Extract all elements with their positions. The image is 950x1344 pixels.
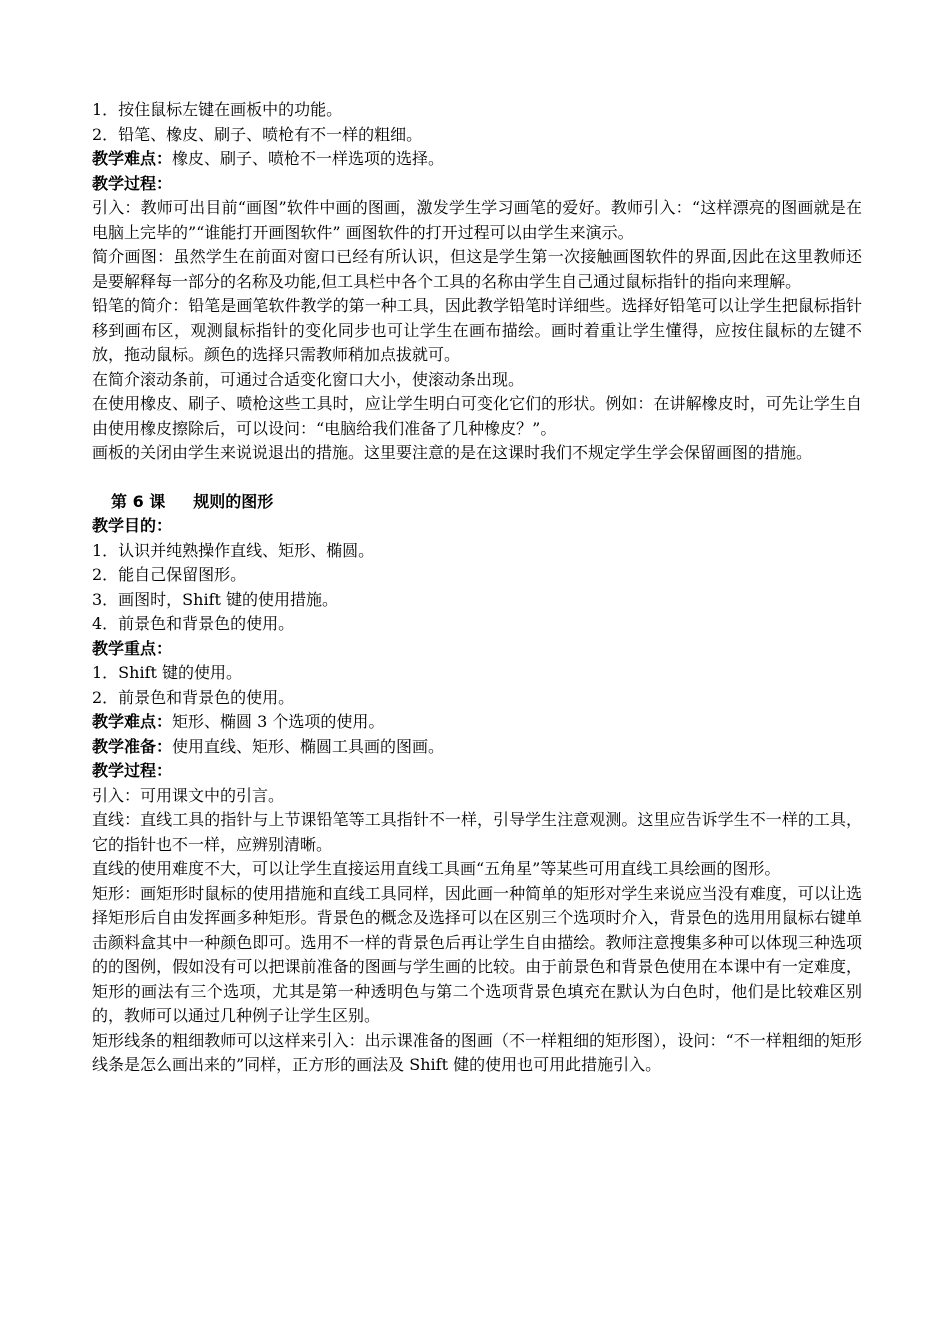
difficulty-label: 教学难点： (92, 712, 173, 731)
document-page (92, 98, 862, 1078)
section-spacer (92, 466, 862, 490)
goal-item: 2．能自己保留图形。 (92, 565, 247, 584)
body-paragraph: 在简介滚动条前，可通过合适变化窗口大小，使滚动条出现。 (92, 369, 525, 389)
body-paragraph: 画板的关闭由学生来说说退出的措施。这里要注意的是在这课时我们不规定学生学会保留画图的措施。 (92, 443, 813, 462)
process-heading: 教学过程： (92, 173, 173, 193)
process-heading: 教学过程： (92, 761, 173, 780)
body-paragraph: 在使用橡皮、刷子、喷枪这些工具时，应让学生明白可变化它们的形状。例如：在讲解橡皮时，可先让学生自由使用橡皮擦除后，可以设问：“电脑给我们准备了几种橡皮？”。 (92, 394, 862, 438)
body-paragraph: 直线：直线工具的指针与上节课铅笔等工具指针不一样，引导学生注意观测。这里应告诉学生不一样的工具，它的指针也不一样，应辨别清晰。 (92, 810, 862, 854)
goal-item: 3．画图时，Shift 键的使用措施。 (92, 589, 339, 609)
difficulty-label: 教学难点： (92, 149, 173, 168)
lesson-title: 规则的图形 (193, 491, 274, 511)
body-paragraph: 铅笔的简介：铅笔是画笔软件教学的第一种工具，因此教学铅笔时详细些。选择好铅笔可以让学生把鼠标指针移到画布区，观测鼠标指针的变化同步也可让学生在画布描绘。画时着重让学生懂得，应按住鼠标的左键不放，拖动鼠标。颜色的选择只需教师稍加点拔就可。 (92, 296, 862, 364)
lesson-heading (92, 490, 862, 515)
difficulty-line (92, 710, 862, 735)
difficulty-line (92, 147, 862, 172)
objective-item: 2．铅笔、橡皮、刷子、喷枪有不一样的粗细。 (92, 124, 423, 144)
objective-item: 1．按住鼠标左键在画板中的功能。 (92, 100, 343, 119)
key-point-item: 2．前景色和背景色的使用。 (92, 687, 295, 707)
difficulty-text: 矩形、椭圆 3 个选项的使用。 (172, 712, 385, 731)
preparation-label: 教学准备： (92, 736, 173, 756)
body-paragraph: 矩形：画矩形时鼠标的使用措施和直线工具同样，因此画一种简单的矩形对学生来说应当没有难度，可以让选择矩形后自由发挥画多种矩形。背景色的概念及选择可以在区别三个选项时介入，背景色的选用用鼠标右键单击颜料盒其中一种颜色即可。选用不一样的背景色后再让学生自由描绘。教师注意搜集多种可以体现三种选项的的图例，假如没有可以把课前准备的图画与学生画的比较。由于前景色和背景色使用在本课中有一定难度，矩形的画法有三个选项，尤其是第一种透明色与第二个选项背景色填充在默认为白色时，他们是比较难区别的，教师可以通过几种例子让学生区别。 (92, 883, 862, 1025)
key-point-item: 1．Shift 键的使用。 (92, 663, 243, 682)
body-paragraph: 直线的使用难度不大，可以让学生直接运用直线工具画“五角星”等某些可用直线工具绘画的图形。 (92, 859, 781, 878)
body-paragraph: 矩形线条的粗细教师可以这样来引入：出示课准备的图画（不一样粗细的矩形图），设问：“不一样粗细的矩形线条是怎么画出来的”同样，正方形的画法及 Shift 健的使用也可用此措施引入。 (92, 1030, 862, 1074)
goal-item: 4．前景色和背景色的使用。 (92, 614, 295, 633)
preparation-line (92, 735, 862, 760)
lesson-number: 第 6 课 (111, 491, 166, 511)
body-paragraph: 引入：可用课文中的引言。 (92, 785, 285, 805)
preparation-text: 使用直线、矩形、椭圆工具画的图画。 (172, 736, 445, 756)
goals-heading: 教学目的： (92, 516, 173, 535)
body-paragraph: 引入：教师可出目前“画图”软件中画的图画，激发学生学习画笔的爱好。教师引入：“这样漂亮的图画就是在电脑上完毕的”“谁能打开画图软件” 画图软件的打开过程可以由学生来演示。 (92, 198, 862, 242)
key-points-heading: 教学重点： (92, 638, 173, 658)
body-paragraph: 简介画图：虽然学生在前面对窗口已经有所认识，但这是学生第一次接触画图软件的界面,因此在这里教师还是要解释每一部分的名称及功能,但工具栏中各个工具的名称由学生自己通过鼠标指针的指向来理解。 (92, 247, 862, 291)
difficulty-text: 橡皮、刷子、喷枪不一样选项的选择。 (172, 149, 445, 168)
goal-item: 1．认识并纯熟操作直线、矩形、椭圆。 (92, 540, 375, 560)
